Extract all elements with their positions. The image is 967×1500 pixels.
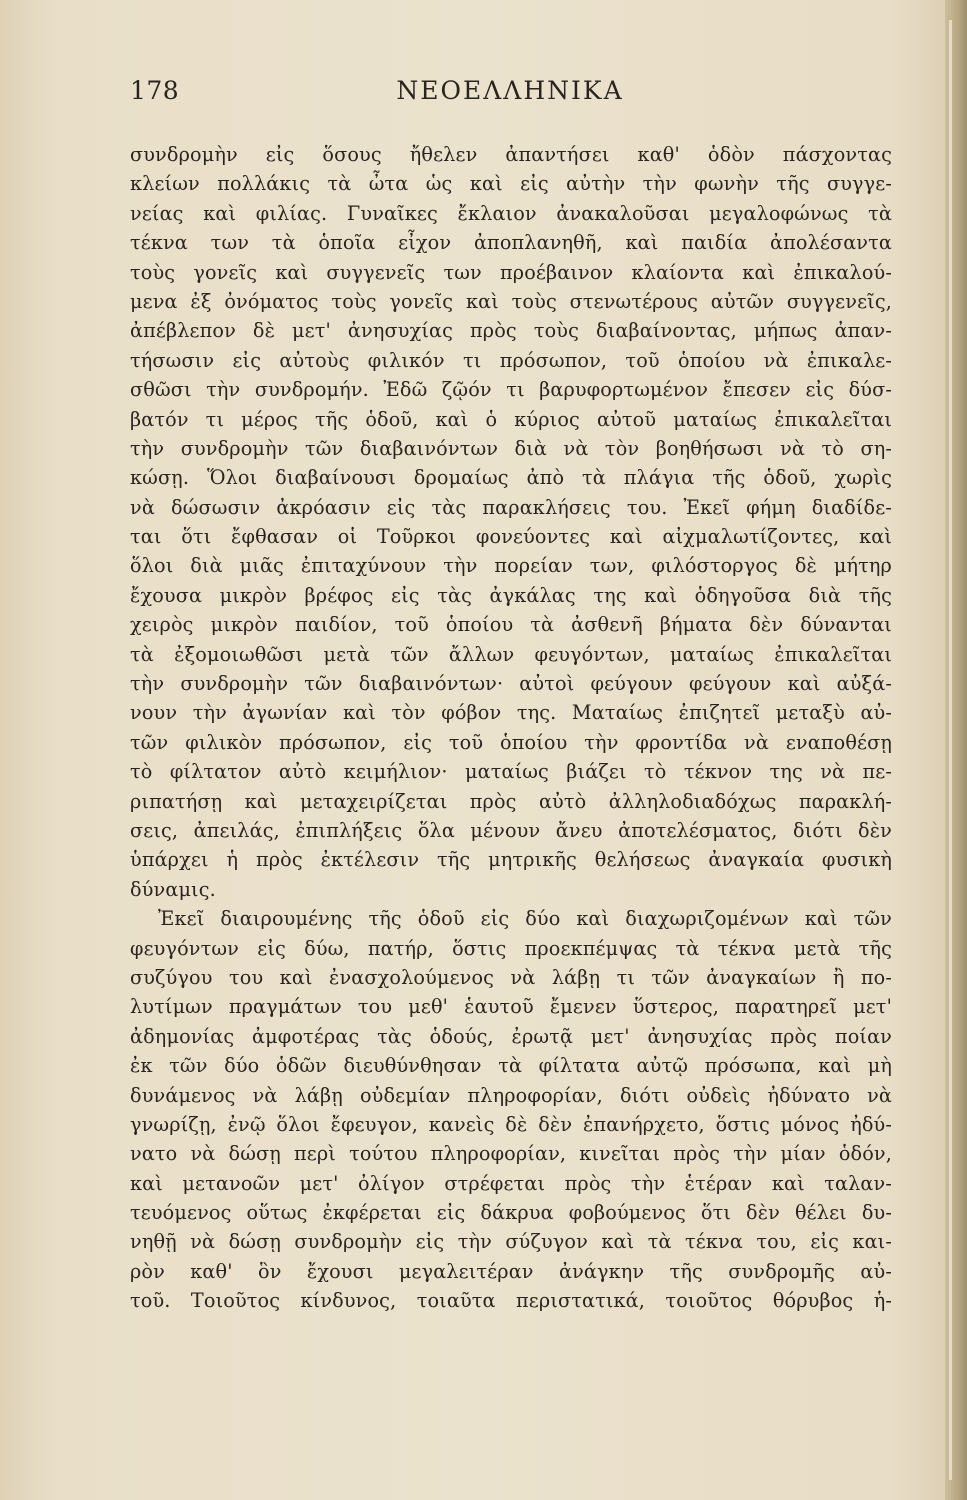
text-line: φευγόντων εἰς δύω, πατήρ, ὅστις προεκπέμψας τὰ τέκνα μετὰ τῆς: [130, 936, 892, 960]
text-line: νείας καὶ φιλίας. Γυναῖκες ἔκλαιον ἀνακαλοῦσαι μεγαλοφώνως τὰ: [130, 201, 892, 225]
page-header: [130, 76, 890, 120]
text-line: ἀπέβλεπον δὲ μετ' ἀνησυχίας πρὸς τοὺς διαβαίνοντας, μήπως ἀπαν-: [130, 319, 892, 343]
text-line: ὅλοι διὰ μιᾶς ἐπιταχύνουν τὴν πορείαν των, φιλόστοργος δὲ μήτηρ: [130, 554, 892, 578]
text-line: τὴν συνδρομὴν τῶν διαβαινόντων διὰ νὰ τὸν βοηθήσωσι νὰ τὸ ση-: [130, 436, 892, 460]
text-line: τήσωσιν εἰς αὐτοὺς φιλικόν τι πρόσωπον, τοῦ ὁποίου νὰ ἐπικαλε-: [130, 348, 892, 372]
text-line: χειρὸς μικρὸν παιδίον, τοῦ ὁποίου τὰ ἀσθενῆ βήματα δὲν δύνανται: [130, 613, 892, 637]
text-line: ται ὅτι ἔφθασαν οἱ Τοῦρκοι φονεύοντες καὶ αἰχμαλωτίζοντες, καὶ: [130, 525, 892, 549]
text-line: ρὸν καθ' ὃν ἔχουσι μεγαλειτέραν ἀνάγκην τῆς συνδρομῆς αὐ-: [130, 1259, 892, 1283]
text-line: νουν τὴν ἀγωνίαν καὶ τὸν φόβον της. Ματαίως ἐπιζητεῖ μεταξὺ αὐ-: [130, 701, 892, 725]
text-line: συζύγου του καὶ ἐνασχολούμενος νὰ λάβῃ τι τῶν ἀναγκαίων ἢ πο-: [130, 965, 892, 989]
text-line: σεις, ἀπειλάς, ἐπιπλήξεις ὅλα μένουν ἄνευ ἀποτελέσματος, διότι δὲν: [130, 818, 892, 842]
text-line: σθῶσι τὴν συνδρομήν. Ἐδῶ ζῷόν τι βαρυφορτωμένον ἔπεσεν εἰς δύσ-: [130, 378, 892, 402]
page-edge: [945, 0, 967, 1500]
text-line: βατόν τι μέρος τῆς ὁδοῦ, καὶ ὁ κύριος αὐτοῦ ματαίως ἐπικαλεῖται: [130, 407, 892, 431]
text-line: δυνάμενος νὰ λάβῃ οὐδεμίαν πληροφορίαν, διότι οὐδεὶς ἠδύνατο νὰ: [130, 1083, 892, 1107]
text-line: κώσῃ. Ὅλοι διαβαίνουσι δρομαίως ἀπὸ τὰ πλάγια τῆς ὁδοῦ, χωρὶς: [130, 466, 892, 490]
text-line: τοὺς γονεῖς καὶ συγγενεῖς των προέβαινον κλαίοντα καὶ ἐπικαλού-: [130, 260, 892, 284]
body-text: [130, 140, 892, 1316]
text-line: μενα ἐξ ὀνόματος τοὺς γονεῖς καὶ τοὺς στενωτέρους αὐτῶν συγγενεῖς,: [130, 289, 892, 313]
text-line: συνδρομὴν εἰς ὅσους ἤθελεν ἀπαντήσει καθ' ὁδὸν πάσχοντας: [130, 143, 892, 166]
page-number: 178: [130, 76, 180, 105]
text-line: τῶν φιλικὸν πρόσωπον, εἰς τοῦ ὁποίου τὴν φροντίδα νὰ εναποθέσῃ: [130, 730, 892, 754]
text-line: νὰ δώσωσιν ἀκρόασιν εἰς τὰς παρακλήσεις του. Ἐκεῖ φήμη διαδίδε-: [130, 495, 892, 519]
text-line: ἔχουσα μικρὸν βρέφος εἰς τὰς ἀγκάλας της καὶ ὁδηγοῦσα διὰ τῆς: [130, 583, 892, 607]
text-line: νηθῇ νὰ δώσῃ συνδρομὴν εἰς τὴν σύζυγον καὶ τὰ τέκνα του, εἰς και-: [130, 1230, 892, 1254]
text-line: τευόμενος οὕτως ἐκφέρεται εἰς δάκρυα φοβούμενος ὅτι δὲν θέλει δυ-: [130, 1201, 892, 1225]
text-line: τὸ φίλτατον αὐτὸ κειμήλιον· ματαίως βιάζει τὸ τέκνον της νὰ πε-: [130, 760, 892, 784]
text-line: τοῦ. Τοιοῦτος κίνδυνος, τοιαῦτα περιστατικά, τοιοῦτος θόρυβος ἡ-: [130, 1289, 892, 1313]
text-line: γνωρίζῃ, ἐνῷ ὅλοι ἔφευγον, κανεὶς δὲ δὲν ἐπανήρχετο, ὅστις μόνος ἠδύ-: [130, 1112, 892, 1136]
text-line: ριπατήσῃ καὶ μεταχειρίζεται πρὸς αὐτὸ ἀλληλοδιαδόχως παρακλή-: [130, 789, 892, 813]
text-line: νατο νὰ δώσῃ περὶ τούτου πληροφορίαν, κινεῖται πρὸς τὴν μίαν ὁδόν,: [130, 1142, 892, 1166]
text-line: τέκνα των τὰ ὁποῖα εἶχον ἀποπλανηθῆ, καὶ παιδία ἀπολέσαντα: [130, 231, 892, 255]
text-line: ὑπάρχει ἡ πρὸς ἐκτέλεσιν τῆς μητρικῆς θελήσεως ἀναγκαία φυσικὴ: [130, 848, 892, 872]
paragraph-end-line: δύναμις.: [130, 877, 216, 901]
text-line: κλείων πολλάκις τὰ ὦτα ὡς καὶ εἰς αὐτὴν τὴν φωνὴν τῆς συγγε-: [130, 172, 892, 196]
paragraph-start-line: Ἐκεῖ διαιρουμένης τῆς ὁδοῦ εἰς δύο καὶ διαχωριζομένων καὶ τῶν: [158, 907, 892, 931]
running-title: ΝΕΟΕΛΛΗΝΙΚΑ: [396, 76, 624, 105]
text-line: τὴν συνδρομὴν τῶν διαβαινόντων· αὐτοὶ φεύγουν φεύγουν καὶ αὐξά-: [130, 672, 892, 696]
text-line: τὰ ἐξομοιωθῶσι μετὰ τῶν ἄλλων φευγόντων, ματαίως ἐπικαλεῖται: [130, 642, 892, 666]
text-line: καὶ μετανοῶν μετ' ὀλίγον στρέφεται πρὸς τὴν ἑτέραν καὶ ταλαν-: [130, 1171, 892, 1195]
text-line: ἀδημονίας ἀμφοτέρας τὰς ὁδούς, ἐρωτᾷ μετ' ἀνησυχίας πρὸς ποίαν: [130, 1024, 892, 1048]
text-line: ἐκ τῶν δύο ὁδῶν διευθύνθησαν τὰ φίλτατα αὐτῷ πρόσωπα, καὶ μὴ: [130, 1054, 892, 1078]
text-line: λυτίμων πραγμάτων του μεθ' ἑαυτοῦ ἔμενεν ὕστερος, παρατηρεῖ μετ': [130, 995, 892, 1019]
